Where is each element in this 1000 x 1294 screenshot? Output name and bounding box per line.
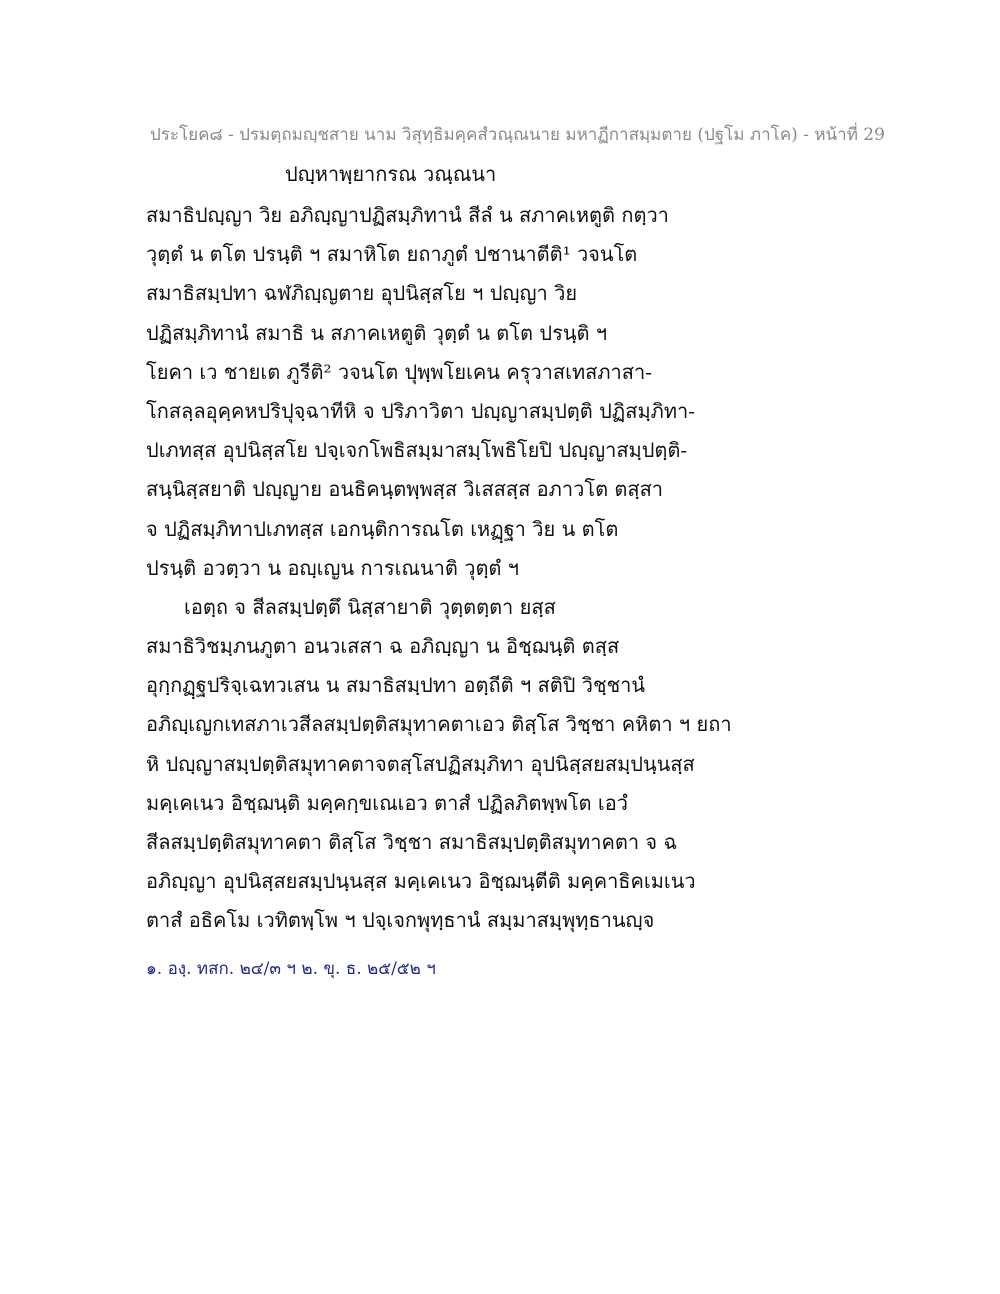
running-header: ประโยค๘ - ปรมตฺถมญฺชสาย นาม วิสุทฺธิมคฺคสํวณฺณนาย มหาฏีกาสมฺมตาย (ปฐโม ภาโค) - หน้าที่ 29 <box>150 125 885 145</box>
text-line: สมาธิวิชมฺภนภูตา อนวเสสา ฉ อภิญฺญา น อิชฺฌนฺติ ตสฺส <box>146 634 620 659</box>
text-line: ปรนฺติ อวตฺวา น อญฺเญน การเณนาติ วุตฺตํ ฯ <box>146 555 520 580</box>
footnote: ๑. องฺ. ทสก. ๒๔/๓ ฯ ๒. ขุ. ธ. ๒๕/๕๒ ฯ <box>146 959 436 979</box>
text-line: โยคา เว ชายเต ภูรีติ² วจนโต ปุพฺพโยเคน ครุวาสเทสภาสา- <box>146 359 652 384</box>
body-text <box>146 196 732 941</box>
text-line: ตาสํ อธิคโม เวทิตพฺโพ ฯ ปจฺเจกพุทฺธานํ สมฺมาสมฺพุทฺธานญฺจ <box>146 908 655 933</box>
text-line: เอตฺถ จ สีลสมฺปตฺตึ นิสฺสายาติ วุตฺตตฺตา ยสฺส <box>184 594 556 619</box>
text-line: อภิญฺญา อุปนิสฺสยสมฺปนฺนสฺส มคฺเคเนว อิชฺฌนฺตีติ มคฺคาธิคเมเนว <box>146 869 696 894</box>
text-line: หิ ปญฺญาสมฺปตฺติสมุทาคตาจตสฺโสปฏิสมฺภิทา อุปนิสฺสยสมฺปนฺนสฺส <box>146 751 695 776</box>
text-line: อภิญฺเญกเทสภาเวสีลสมฺปตฺติสมุทาคตาเอว ติสฺโส วิชฺชา คหิตา ฯ ยถา <box>146 712 732 737</box>
text-line: มคฺเคเนว อิชฺฌนฺติ มคฺคกฺขเณเอว ตาสํ ปฏิลภิตพฺพโต เอวํ <box>146 790 628 815</box>
text-line: สีลสมฺปตฺติสมุทาคตา ติสฺโส วิชฺชา สมาธิสมฺปตฺติสมุทาคตา จ ฉ <box>146 830 678 854</box>
section-heading: ปญฺหาพฺยากรณ วณฺณนา <box>285 162 497 186</box>
text-line: สนฺนิสฺสยาติ ปญฺญาย อนธิคนฺตพฺพสฺส วิเสสสฺส อภาวโต ตสฺสา <box>146 477 664 502</box>
paragraph-1 <box>146 196 706 588</box>
text-line: ปเภทสฺส อุปนิสฺสโย ปจฺเจกโพธิสมฺมาสมฺโพธิโยปิ ปญฺญาสมฺปตฺติ- <box>146 438 688 463</box>
text-line: วุตฺตํ น ตโต ปรนฺติ ฯ สมาหิโต ยถาภูตํ ปชานาตีติ¹ วจนโต <box>146 242 638 267</box>
text-line: ปฏิสมฺภิทานํ สมาธิ น สภาคเหตูติ วุตฺตํ น ตโต ปรนฺติ ฯ <box>146 320 608 345</box>
paragraph-2 <box>146 588 732 941</box>
text-line: อุกฺกฏฺฐปริจฺเฉทวเสน น สมาธิสมฺปทา อตฺถีติ ฯ สติปิ วิชฺชานํ <box>146 673 646 698</box>
text-line: โกสลฺลอุคฺคหปริปุจฺฉาทีหิ จ ปริภาวิตา ปญฺญาสมฺปตฺติ ปฏิสมฺภิทา- <box>146 398 695 423</box>
text-line: สมาธิปญฺญา วิย อภิญฺญาปฏิสมฺภิทานํ สีลํ น สภาคเหตูติ กตฺวา <box>146 203 669 227</box>
text-line: สมาธิสมฺปทา ฉฬภิญฺญตาย อุปนิสฺสโย ฯ ปญฺญา วิย <box>146 281 578 306</box>
text-line: จ ปฏิสมฺภิทาปเภทสฺส เอกนฺติการณโต เหฏฺฐา วิย น ตโต <box>146 516 619 541</box>
